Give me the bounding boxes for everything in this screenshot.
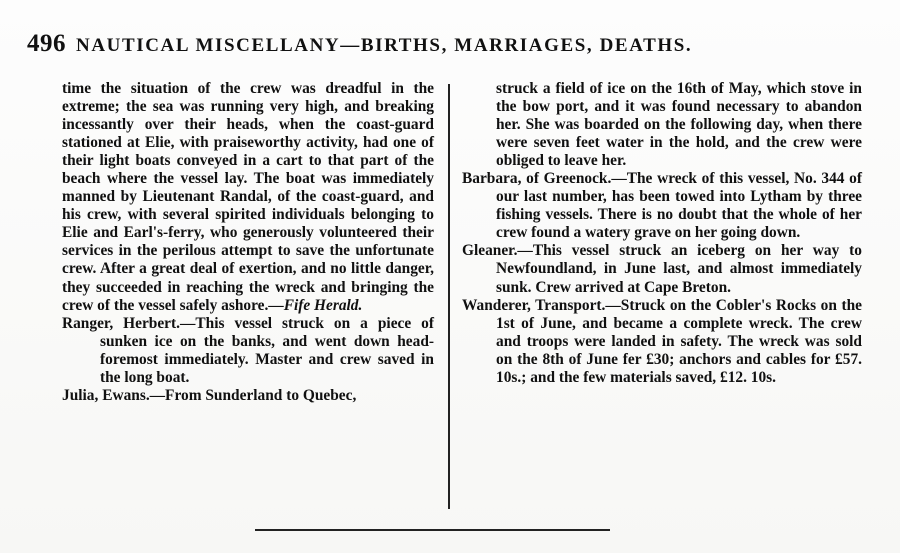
page-header: [27, 30, 692, 58]
entry-wanderer: Wanderer, Transport.—Struck on the Cobler's Rocks on the 1st of June, and became a complete wreck. The crew and troops were landed in safety. The wreck was sold on the 8th of June fer £30; anchors and cables for £57. 10s.; and the few materials saved, £12. 10s.: [462, 296, 862, 386]
paragraph-continued: [62, 80, 434, 315]
column-divider: [448, 84, 450, 509]
page-number: 496: [27, 30, 66, 57]
bottom-rule: [255, 529, 610, 531]
left-column: [62, 80, 434, 405]
entry-ranger: Ranger, Herbert.—This vessel struck on a piece of sunken ice on the banks, and went down head-foremost immediately. Master and crew saved in the long boat.: [62, 314, 434, 386]
running-title: NAUTICAL MISCELLANY—BIRTHS, MARRIAGES, DEATHS.: [76, 35, 693, 56]
entry-julia: Julia, Ewans.—From Sunderland to Quebec,: [62, 386, 357, 404]
paragraph-text: time the situation of the crew was dreadful in the extreme; the sea was running very high, and breaking incessantly over their heads, when the coast-guard stationed at Elie, with praiseworthy activity, had one of their light boats conveyed in a cart to that part of the beach where the vessel lay. The boat was immediately manned by Lieutenant Randal, of the coast-guard, and his crew, with several spirited individuals belonging to Elie and Earl's-ferry, who generously volunteered their services in the perilous attempt to save the unfortunate crew. After a great deal of exertion, and no little danger, they succeeded in reaching the wreck and bringing the crew of the vessel safely ashore.: [62, 80, 434, 314]
entry-barbara: Barbara, of Greenock.—The wreck of this vessel, No. 344 of our last number, has been towed into Lytham by three fishing vessels. There is no doubt that the whole of her crew found a watery grave on her going down.: [462, 170, 862, 242]
entry-julia-continued: struck a field of ice on the 16th of May, which stove in the bow port, and it was found necessary to abandon her. She was boarded on the following day, when there were seven feet water in the hold, and the crew were obliged to leave her.: [496, 80, 862, 170]
right-column: [462, 80, 862, 387]
entry-gleaner: Gleaner.—This vessel struck an iceberg on her way to Newfoundland, in June last, and almost immediately sunk. Crew arrived at Cape Breton.: [462, 242, 862, 296]
source-citation: —Fife Herald.: [268, 296, 363, 314]
